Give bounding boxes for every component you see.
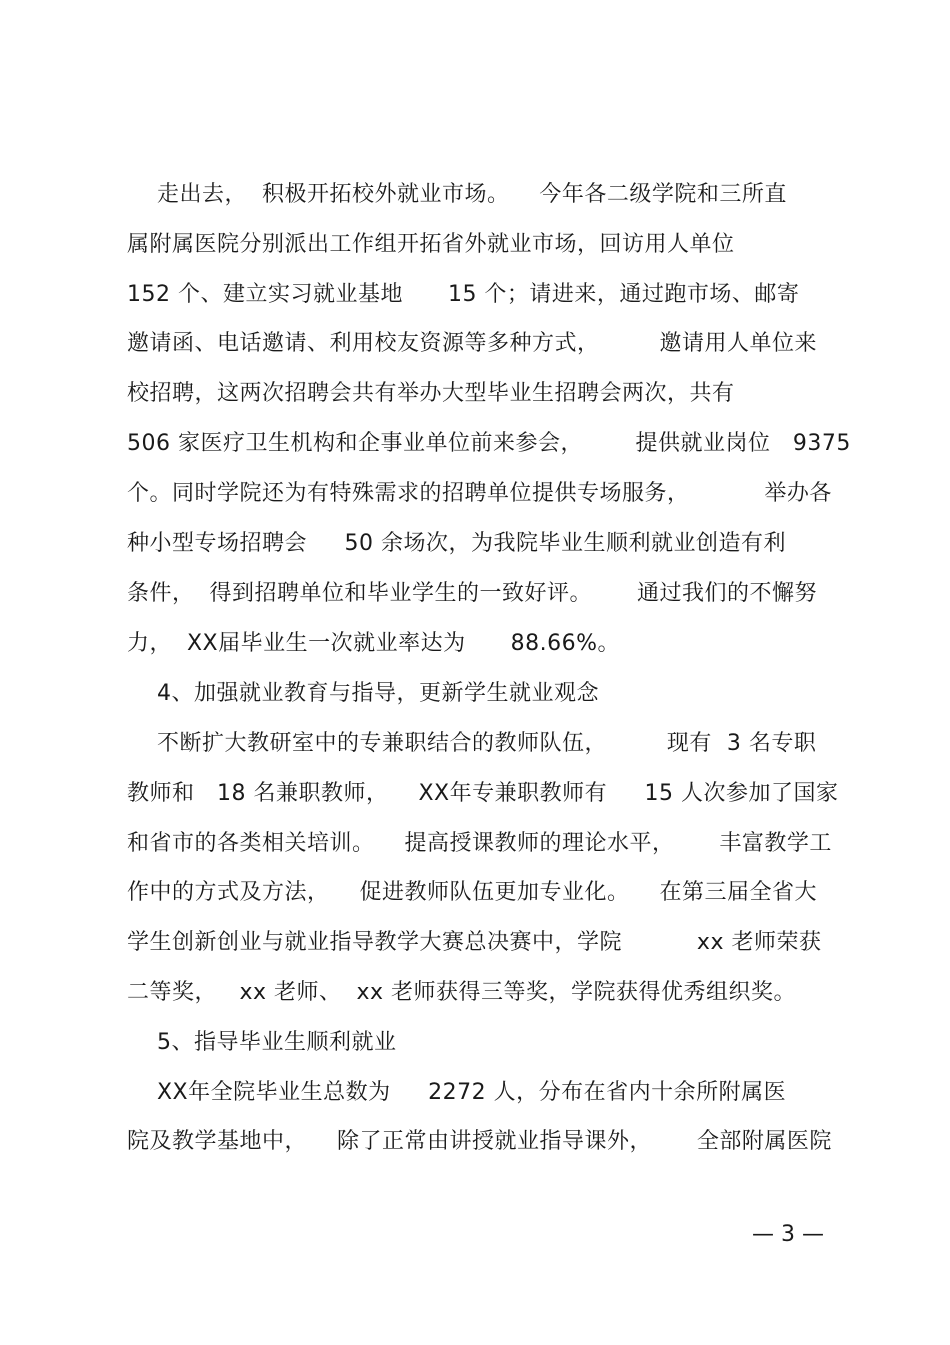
paragraph-line: 和省市的各类相关培训。 提高授课教师的理论水平， 丰富教学工 [127, 831, 832, 856]
paragraph-line: 属附属医院分别派出工作组开拓省外就业市场，回访用人单位 [127, 232, 735, 257]
paragraph-line: 条件， 得到招聘单位和毕业学生的一致好评。 通过我们的不懈努 [127, 581, 817, 606]
page-number: — 3 — [752, 1222, 824, 1247]
paragraph-line: 506 家医疗卫生机构和企事业单位前来参会， 提供就业岗位 9375 [127, 431, 851, 456]
paragraph-line: 个。同时学院还为有特殊需求的招聘单位提供专场服务， 举办各 [127, 481, 832, 506]
section-heading: 5、指导毕业生顺利就业 [127, 1030, 397, 1055]
paragraph-line: 学生创新创业与就业指导教学大赛总决赛中，学院 xx 老师荣获 [127, 930, 822, 955]
paragraph-line: 作中的方式及方法， 促进教师队伍更加专业化。 在第三届全省大 [127, 880, 817, 905]
paragraph-line: 力， XX届毕业生一次就业率达为 88.66%。 [127, 631, 620, 656]
section-heading: 4、加强就业教育与指导，更新学生就业观念 [127, 681, 599, 706]
paragraph-line: 院及教学基地中， 除了正常由讲授就业指导课外， 全部附属医院 [127, 1129, 832, 1154]
paragraph-line: 152 个、建立实习就业基地 15 个；请进来，通过跑市场、邮寄 [127, 282, 800, 307]
paragraph-line: 不断扩大教研室中的专兼职结合的教师队伍， 现有 3 名专职 [127, 731, 817, 756]
paragraph-line: 走出去， 积极开拓校外就业市场。 今年各二级学院和三所直 [127, 182, 787, 207]
paragraph-line: 教师和 18 名兼职教师， XX年专兼职教师有 15 人次参加了国家 [127, 781, 839, 806]
paragraph-line: 种小型专场招聘会 50 余场次，为我院毕业生顺利就业创造有利 [127, 531, 786, 556]
paragraph-line: XX年全院毕业生总数为 2272 人，分布在省内十余所附属医 [127, 1080, 787, 1105]
paragraph-line: 二等奖， xx 老师、 xx 老师获得三等奖，学院获得优秀组织奖。 [127, 980, 797, 1005]
paragraph-line: 校招聘，这两次招聘会共有举办大型毕业生招聘会两次，共有 [127, 381, 735, 406]
paragraph-line: 邀请函、电话邀请、利用校友资源等多种方式， 邀请用人单位来 [127, 331, 817, 356]
